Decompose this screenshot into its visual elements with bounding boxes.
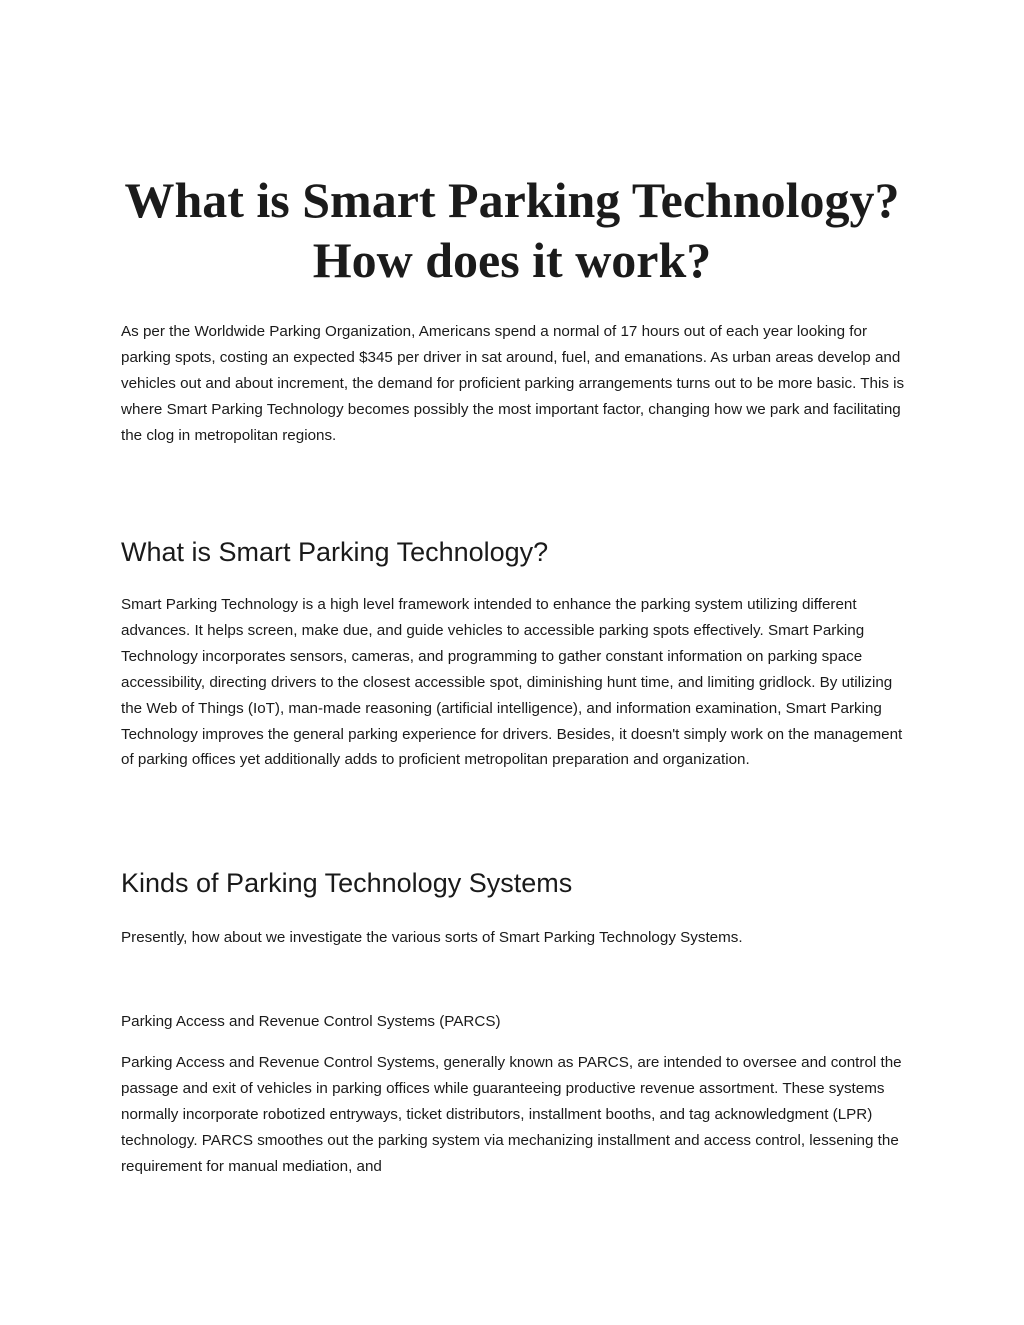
subsection-heading-parcs: Parking Access and Revenue Control Systems (PARCS) xyxy=(121,1013,501,1030)
intro-paragraph: As per the Worldwide Parking Organization, Americans spend a normal of 17 hours out of each year looking for parking spots, costing an expected $345 per driver in sat around, fuel, and emanations. As urban areas develop and vehicles out and about increment, the demand for proficient parking arrangements turns out to be more basic. This is where Smart Parking Technology becomes possibly the most important factor, changing how we park and facilitating the clog in metropolitan regions. xyxy=(121,323,905,444)
section-body-what-is-smart-parking: Smart Parking Technology is a high level framework intended to enhance the parking system utilizing different advances. It helps screen, make due, and guide vehicles to accessible parking spots effectively. Smart Parking Technology incorporates sensors, cameras, and programming to gather constant information on parking space accessibility, directing drivers to the closest accessible spot, diminishing hunt time, and limiting gridlock. By utilizing the Web of Things (IoT), man-made reasoning (artificial intelligence), and information examination, Smart Parking Technology improves the general parking experience for drivers. Besides, it doesn't simply work on the management of parking offices yet additionally adds to proficient metropolitan preparation and organization. xyxy=(121,596,903,769)
subsection-body-parcs: Parking Access and Revenue Control Systems, generally known as PARCS, are intended to oversee and control the passage and exit of vehicles in parking offices while guaranteeing productive revenue assortment. These systems normally incorporate robotized entryways, ticket distributors, installment booths, and tag acknowledgment (LPR) technology. PARCS smoothes out the parking system via mechanizing installment and access control, lessening the requirement for manual mediation, and xyxy=(121,1054,902,1175)
section-heading-what-is-smart-parking: What is Smart Parking Technology? xyxy=(121,537,549,567)
section-body-kinds-of-systems: Presently, how about we investigate the various sorts of Smart Parking Technology Systems. xyxy=(121,929,743,946)
section-heading-kinds-of-systems: Kinds of Parking Technology Systems xyxy=(121,868,573,898)
document-title: What is Smart Parking Technology? How does it work? xyxy=(124,172,900,288)
